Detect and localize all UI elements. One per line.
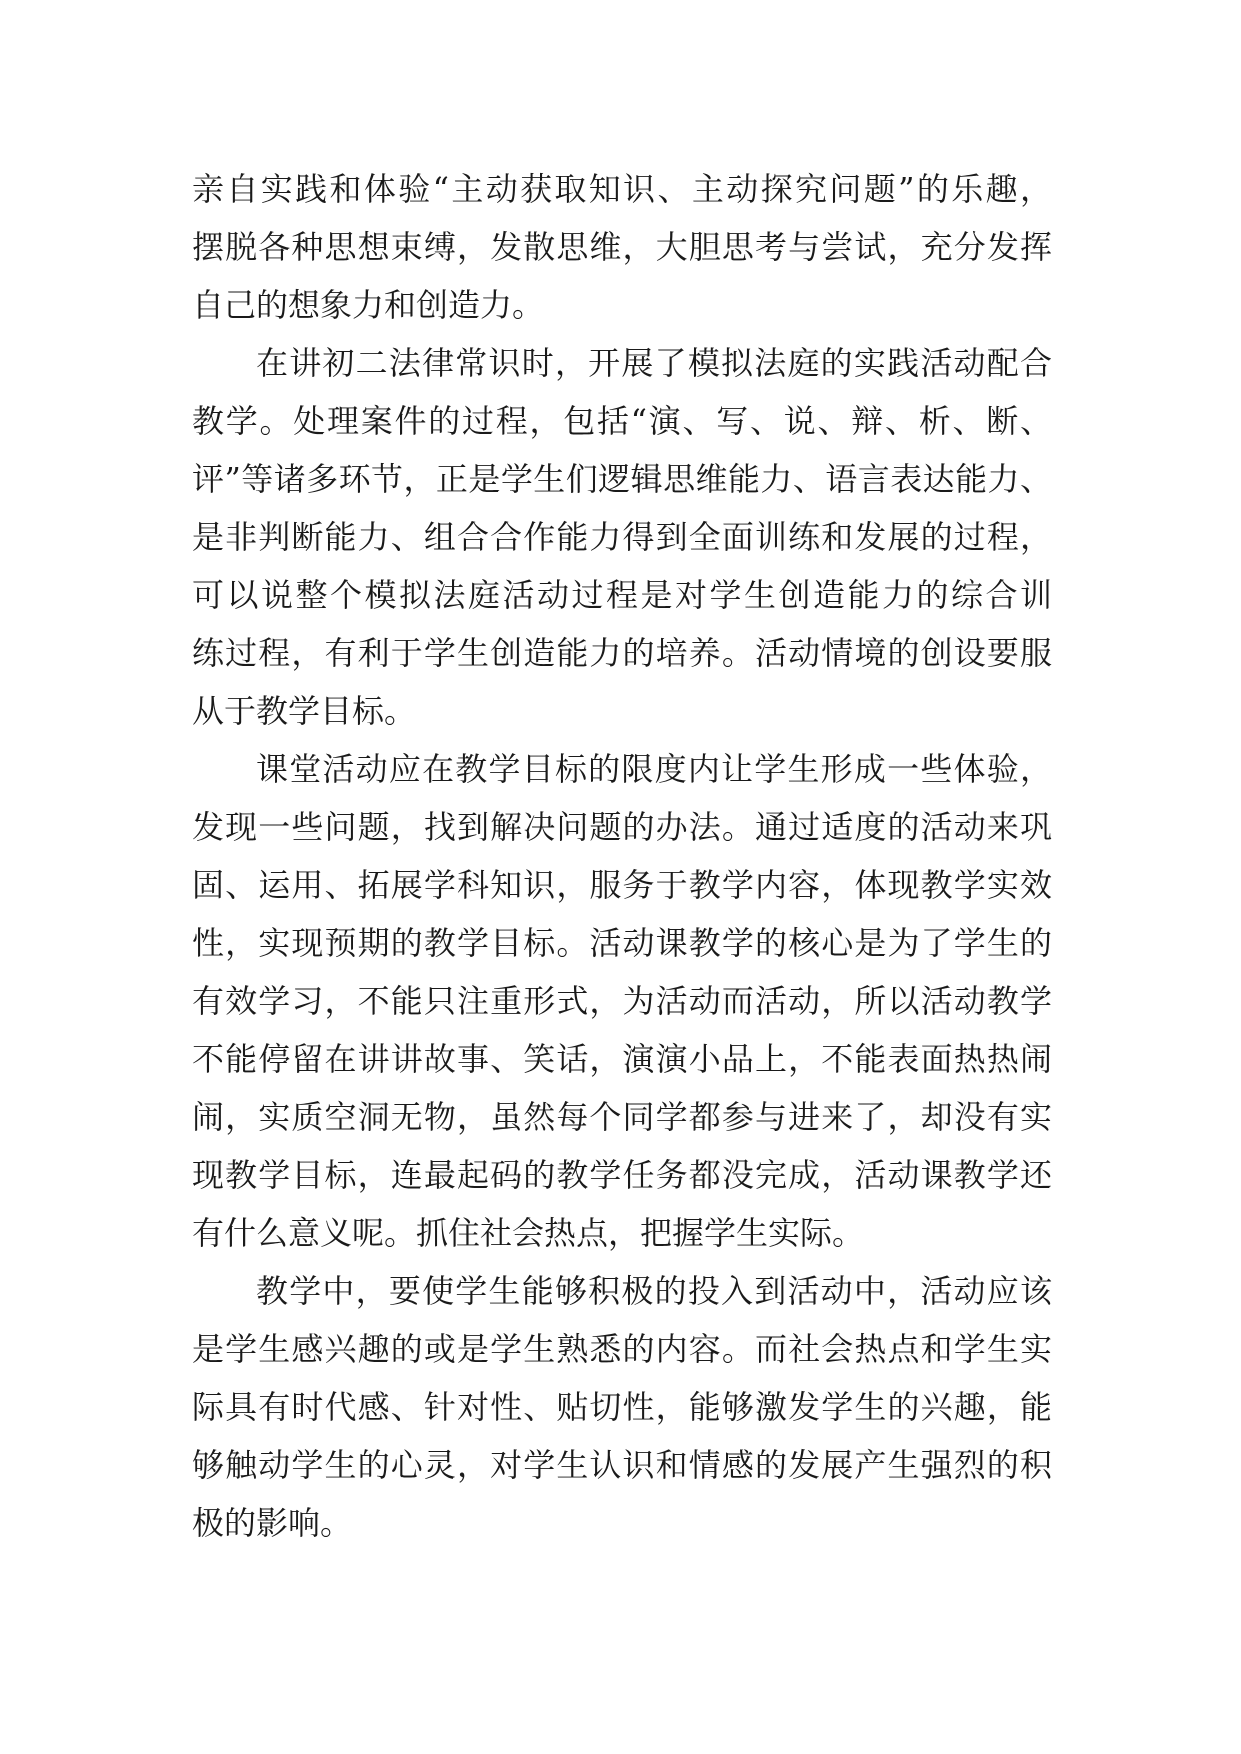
text-line: 可以说整个模拟法庭活动过程是对学生创造能力的综合训 <box>192 576 1052 614</box>
text-line: 教学。处理案件的过程，包括“演、写、说、辩、析、断、 <box>192 402 1052 440</box>
text-line: 从于教学目标。 <box>192 692 417 730</box>
text-line: 不能停留在讲讲故事、笑话，演演小品上，不能表面热热闹 <box>192 1040 1052 1078</box>
document-page <box>192 160 1052 1552</box>
paragraph-2 <box>192 334 1052 740</box>
text-line: 亲自实践和体验“主动获取知识、主动探究问题”的乐趣， <box>192 170 1052 208</box>
text-line: 有什么意义呢。抓住社会热点，把握学生实际。 <box>192 1214 865 1252</box>
text-line: 在讲初二法律常识时，开展了模拟法庭的实践活动配合 <box>256 344 1052 382</box>
text-line: 现教学目标，连最起码的教学任务都没完成，活动课教学还 <box>192 1156 1052 1194</box>
text-line: 是非判断能力、组合合作能力得到全面训练和发展的过程， <box>192 518 1052 556</box>
text-line: 自己的想象力和创造力。 <box>192 286 545 324</box>
text-line: 闹，实质空洞无物，虽然每个同学都参与进来了，却没有实 <box>192 1098 1052 1136</box>
text-line: 教学中，要使学生能够积极的投入到活动中，活动应该 <box>256 1272 1052 1310</box>
text-line: 课堂活动应在教学目标的限度内让学生形成一些体验， <box>256 750 1052 788</box>
text-line: 是学生感兴趣的或是学生熟悉的内容。而社会热点和学生实 <box>192 1330 1052 1368</box>
text-line: 有效学习，不能只注重形式，为活动而活动，所以活动教学 <box>192 982 1052 1020</box>
text-line: 极的影响。 <box>192 1504 353 1542</box>
text-line: 固、运用、拓展学科知识，服务于教学内容，体现教学实效 <box>192 866 1052 904</box>
paragraph-3 <box>192 740 1052 1262</box>
paragraph-1 <box>192 160 1052 334</box>
text-line: 练过程，有利于学生创造能力的培养。活动情境的创设要服 <box>192 634 1052 672</box>
text-line: 摆脱各种思想束缚，发散思维，大胆思考与尝试，充分发挥 <box>192 228 1052 266</box>
text-line: 性，实现预期的教学目标。活动课教学的核心是为了学生的 <box>192 924 1052 962</box>
paragraph-4 <box>192 1262 1052 1552</box>
text-line: 够触动学生的心灵，对学生认识和情感的发展产生强烈的积 <box>192 1446 1052 1484</box>
text-line: 际具有时代感、针对性、贴切性，能够激发学生的兴趣，能 <box>192 1388 1052 1426</box>
text-line: 评”等诸多环节，正是学生们逻辑思维能力、语言表达能力、 <box>192 460 1052 498</box>
text-line: 发现一些问题，找到解决问题的办法。通过适度的活动来巩 <box>192 808 1052 846</box>
